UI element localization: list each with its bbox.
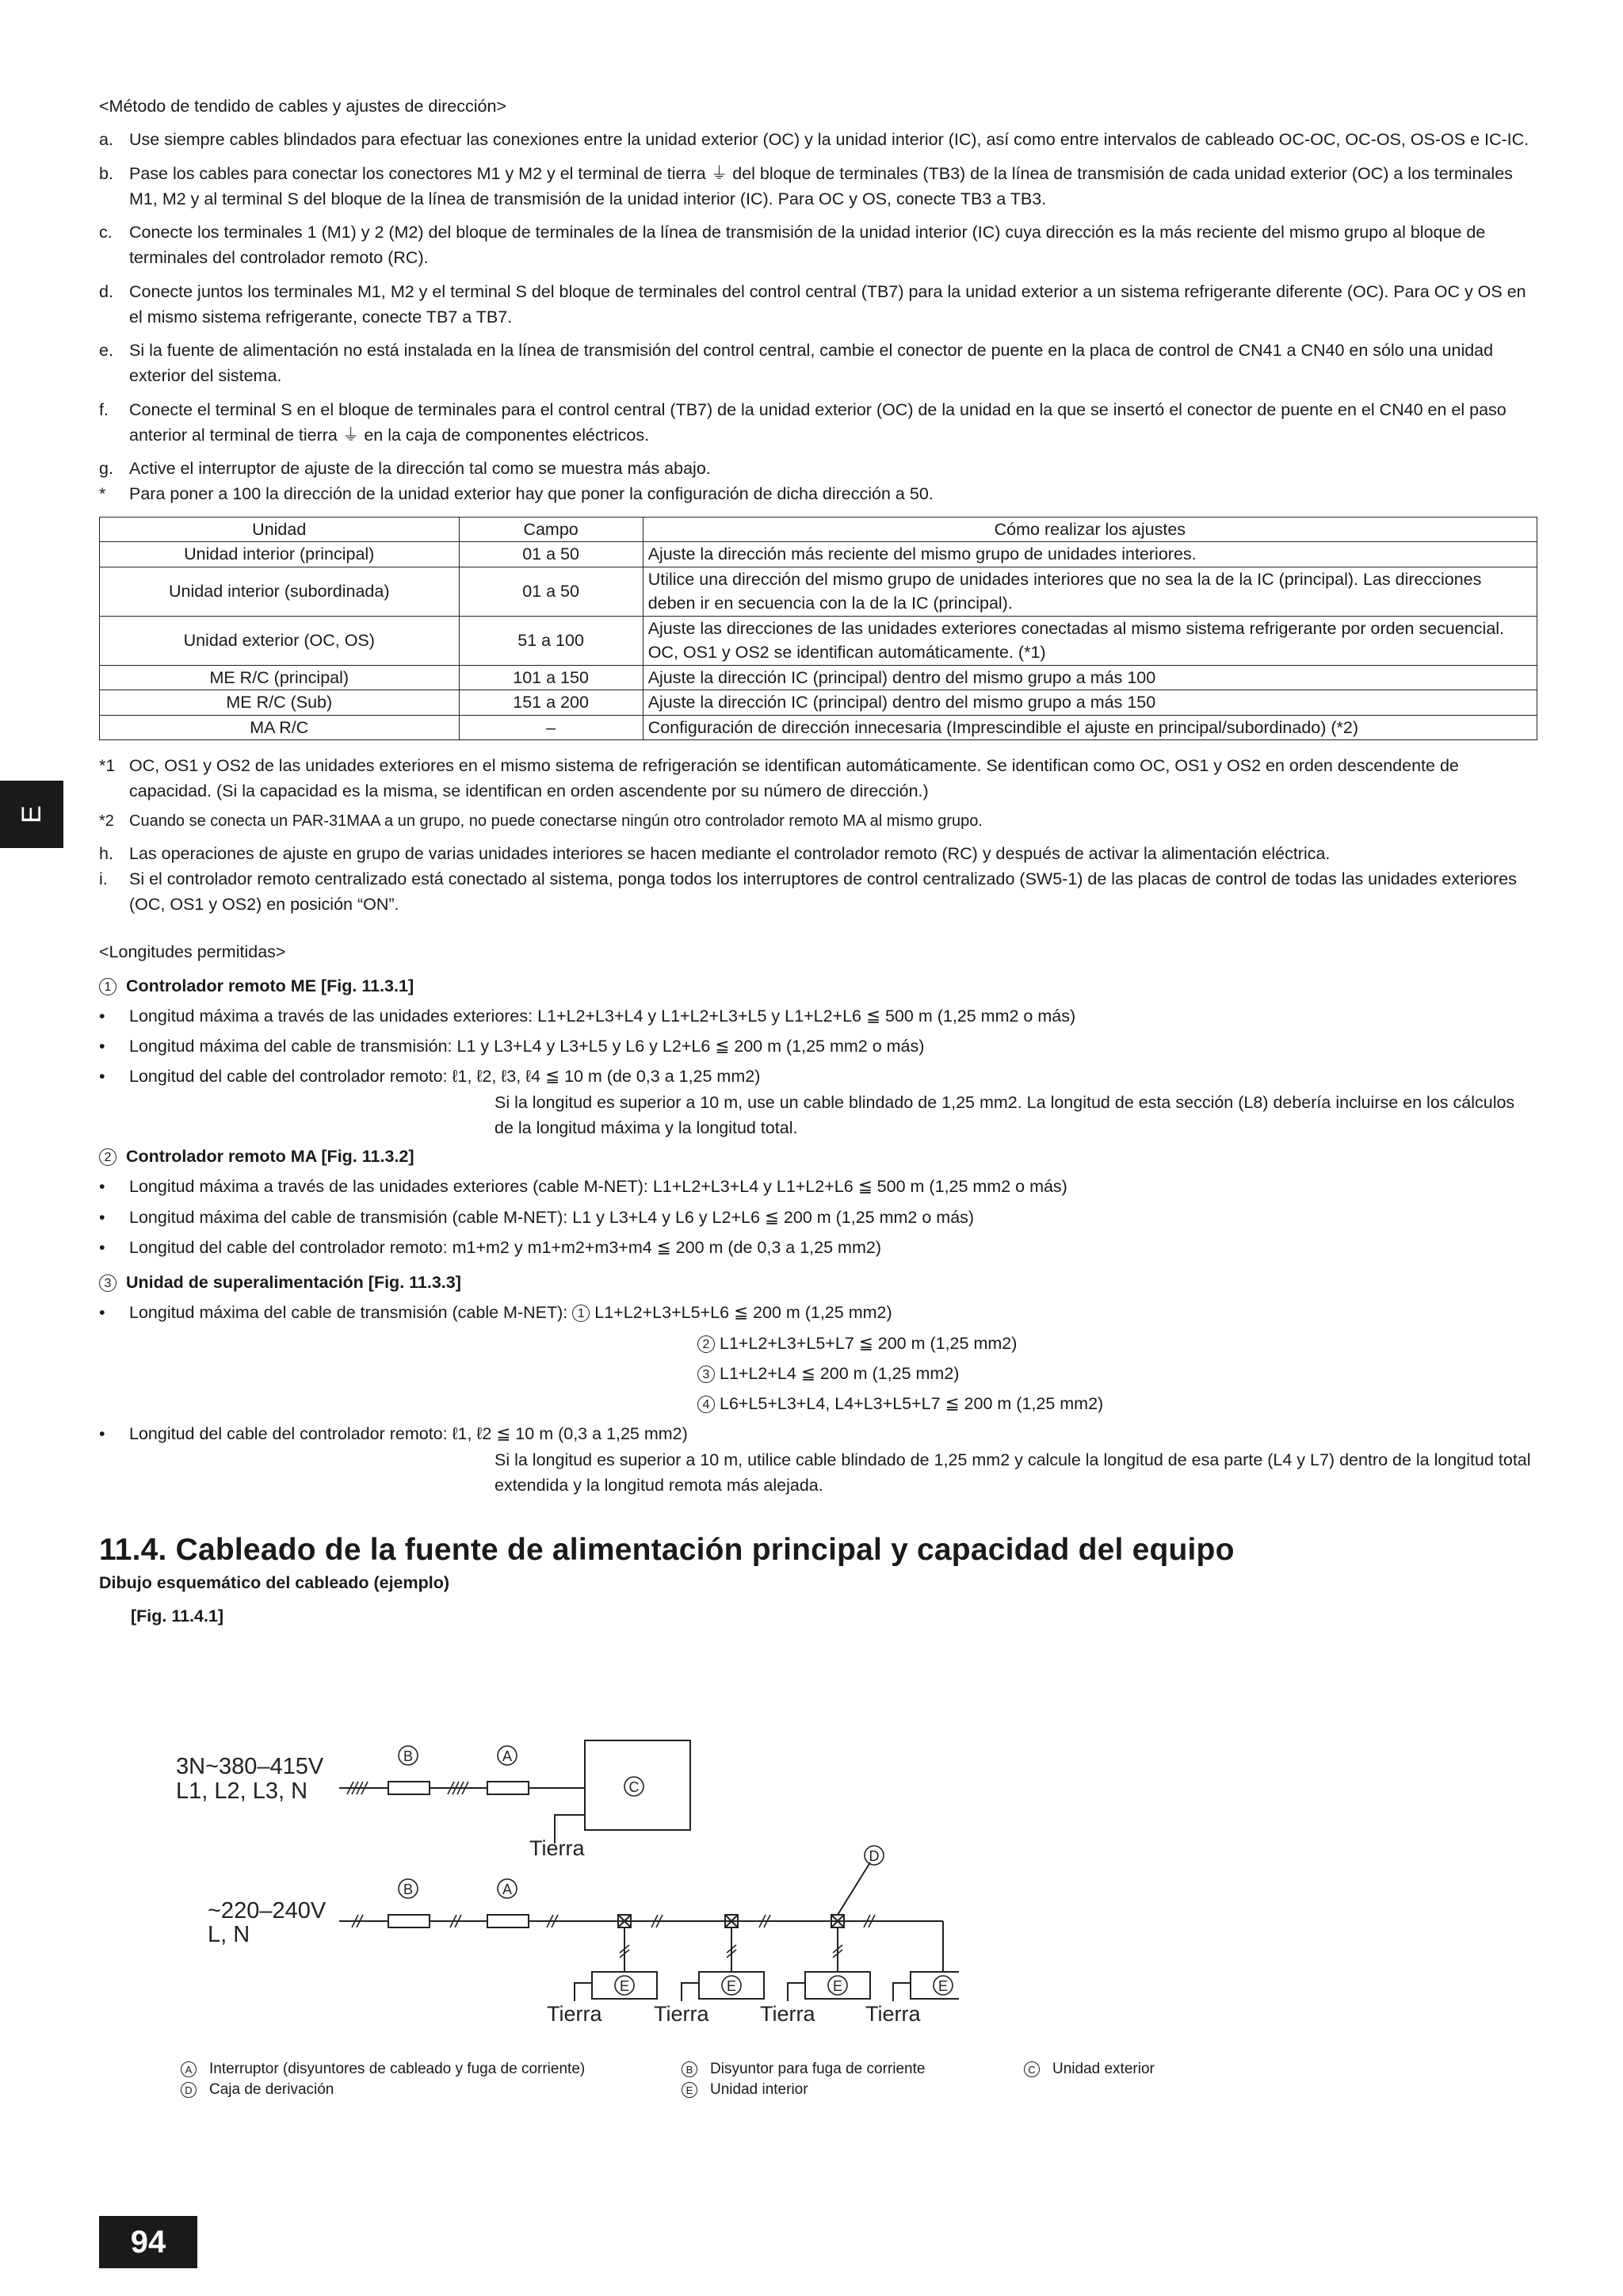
address-table <box>99 517 1537 741</box>
svg-text:C: C <box>628 1779 640 1795</box>
bullet-item: • Longitud del cable del controlador remoto: ℓ1, ℓ2 ≦ 10 m (0,3 a 1,25 mm2) <box>99 1424 688 1444</box>
bullet-note: Si la longitud es superior a 10 m, use un cable blindado de 1,25 mm2. La longitud de esta sección (L8) debería incluirse en los cálculos de la longitud máxima y la longitud total. <box>495 1092 1515 1137</box>
bullet-item: • Longitud máxima del cable de transmisión (cable M-NET): L1 y L3+L4 y L6 y L2+L6 ≦ 200 m (1,25 mm2 o más) <box>99 1207 975 1227</box>
list-item: c. Conecte los terminales 1 (M1) y 2 (M2) del bloque de terminales de la línea de transmisión de la unidad interior (IC) cuya dirección es la más reciente del mismo grupo al bloque de terminales del controlador remoto (RC). <box>99 223 1486 268</box>
table-row: ME R/C (Sub) 151 a 200 Ajuste la dirección IC (principal) dentro del mismo grupo a más 150 <box>100 690 1537 716</box>
legend-item: C Unidad exterior <box>1024 2061 1155 2078</box>
page-number: 94 <box>99 2216 197 2268</box>
list-item: h. Las operaciones de ajuste en grupo de varias unidades interiores se hacen mediante el controlador remoto (RC) y después de activar la alimentación eléctrica. <box>99 843 1331 863</box>
legend-item: D Caja de derivación <box>181 2081 682 2099</box>
table-header: Cómo realizar los ajustes <box>643 517 1537 542</box>
breaker-b-symbol <box>388 1915 430 1927</box>
switch-a-symbol <box>487 1915 529 1927</box>
page-content <box>99 94 1537 1629</box>
svg-text:E: E <box>619 1978 630 1994</box>
list-item: * Para poner a 100 la dirección de la unidad exterior hay que poner la configuración de dicha dirección a 50. <box>99 484 934 504</box>
equation-line: 4 L6+L5+L3+L4, L4+L3+L5+L7 ≦ 200 m (1,25 mm2) <box>697 1391 1537 1416</box>
ground-wire <box>555 1815 585 1830</box>
bullet-item: • Longitud del cable del controlador remoto: m1+m2 y m1+m2+m3+m4 ≦ 200 m (de 0,3 a 1,25 mm2) <box>99 1237 881 1257</box>
ground-wire <box>788 1983 805 2001</box>
intro-heading: <Método de tendido de cables y ajustes de dirección> <box>99 97 506 116</box>
supply-lines-single-phase: L, N <box>208 1922 250 1947</box>
bullet-item: • Longitud máxima del cable de transmisión: L1 y L3+L4 y L3+L5 y L6 y L2+L6 ≦ 200 m (1,25 mm2 o más) <box>99 1037 925 1056</box>
footnote: *1 OC, OS1 y OS2 de las unidades exteriores en el mismo sistema de refrigeración se identifican automáticamente. Se identifican como OC, OS1 y OS2 en orden descendente de capacidad. (Si la capacidad es la misma, se identifican en orden ascendente por su número de dirección.) <box>99 756 1459 801</box>
table-row: ME R/C (principal) 101 a 150 Ajuste la dirección IC (principal) dentro del mismo grupo a más 100 <box>100 665 1537 690</box>
svg-text:E: E <box>726 1978 737 1994</box>
list-item: g. Active el interruptor de ajuste de la dirección tal como se muestra más abajo. <box>99 459 711 478</box>
wiring-diagram <box>166 1728 959 2029</box>
ground-label: Tierra <box>760 2002 815 2026</box>
figure-label: [Fig. 11.4.1] <box>131 1606 224 1626</box>
ground-label: Tierra <box>865 2002 921 2026</box>
lengths-heading: <Longitudes permitidas> <box>99 942 286 962</box>
svg-text:E: E <box>938 1978 949 1994</box>
list-item: b. Pase los cables para conectar los conectores M1 y M2 y el terminal de tierra ⏚ del bloque de terminales (TB3) de la línea de transmisión de cada unidad exterior (OC) a los terminales M1, M2 y al terminal S del bloque de la línea de transmisión de la unidad interior (IC). Para OC y OS, conecte TB3 a TB3. <box>99 163 1513 208</box>
bullet-item: • Longitud máxima a través de las unidades exteriores: L1+L2+L3+L4 y L1+L2+L3+L5 y L1+L2+L6 ≦ 500 m (1,25 mm2 o más) <box>99 1006 1076 1026</box>
table-header-row <box>100 517 1537 542</box>
ground-wire <box>893 1983 911 2001</box>
ground-label: Tierra <box>654 2002 709 2026</box>
length-section-me: 1 Controlador remoto ME [Fig. 11.3.1] <box>99 973 1537 999</box>
svg-text:B: B <box>403 1881 414 1897</box>
length-section-ma: 2 Controlador remoto MA [Fig. 11.3.2] <box>99 1144 1537 1169</box>
circled-number: 3 <box>99 1274 116 1292</box>
leader-line <box>838 1862 870 1915</box>
bullet-item: • Longitud máxima a través de las unidades exteriores (cable M-NET): L1+L2+L3+L4 y L1+L2+L6 ≦ 500 m (1,25 mm2 o más) <box>99 1177 1067 1197</box>
supply-lines-three-phase: L1, L2, L3, N <box>176 1778 308 1804</box>
diagram-legend <box>181 2061 1449 2102</box>
legend-item: E Unidad interior <box>682 2081 808 2099</box>
table-header: Campo <box>459 517 643 542</box>
ground-label: Tierra <box>547 2002 602 2026</box>
supply-voltage-single-phase: ~220–240V <box>208 1898 327 1924</box>
ground-wire <box>575 1983 592 2001</box>
language-tab: E <box>0 781 63 848</box>
ground-label: Tierra <box>529 1836 585 1860</box>
table-row: MA R/C – Configuración de dirección innecesaria (Imprescindible el ajuste en principal/subordinado) (*2) <box>100 715 1537 740</box>
steps-list <box>99 127 1537 506</box>
equation-line: 3 L1+L2+L4 ≦ 200 m (1,25 mm2) <box>697 1361 1537 1386</box>
list-item: e. Si la fuente de alimentación no está instalada en la línea de transmisión del control central, cambie el conector de puente en la placa de control de CN41 a CN40 en sólo una unidad exterior del sistema. <box>99 341 1494 386</box>
bullet-note: Si la longitud es superior a 10 m, utilice cable blindado de 1,25 mm2 y calcule la longitud de esa parte (L4 y L7) dentro de la longitud total extendida y la longitud remota más alejada. <box>495 1450 1531 1495</box>
list-item: f. Conecte el terminal S en el bloque de terminales para el control central (TB7) de la unidad exterior (OC) de la unidad en la que se insertó el conector de puente en el CN40 en el paso anterior al terminal de tierra ⏚ en la caja de componentes eléctricos. <box>99 399 1507 445</box>
list-item: a. Use siempre cables blindados para efectuar las conexiones entre la unidad exterior (OC) y la unidad interior (IC), así como entre intervalos de cableado OC-OC, OC-OS, OS-OS e IC-IC. <box>99 130 1529 150</box>
legend-item: B Disyuntor para fuga de corriente <box>682 2061 1024 2078</box>
svg-text:D: D <box>869 1848 880 1864</box>
table-row: Unidad interior (principal) 01 a 50 Ajuste la dirección más reciente del mismo grupo de unidades interiores. <box>100 542 1537 567</box>
section-subheading: Dibujo esquemático del cableado (ejemplo) <box>99 1572 450 1592</box>
legend-item: A Interruptor (disyuntores de cableado y fuga de corriente) <box>181 2061 682 2078</box>
bullet-item: • Longitud máxima del cable de transmisión (cable M-NET): 1 L1+L2+L3+L5+L6 ≦ 200 m (1,25 mm2) <box>99 1303 892 1323</box>
svg-text:B: B <box>403 1748 414 1764</box>
table-header: Unidad <box>100 517 460 542</box>
indoor-unit-box <box>911 1972 959 1999</box>
list-item: d. Conecte juntos los terminales M1, M2 y el terminal S del bloque de terminales del control central (TB7) para la unidad exterior a un sistema refrigerante diferente (OC). Para OC y OS en el mismo sistema refrigerante, conecte TB7 a TB7. <box>99 281 1526 327</box>
footnote: *2 Cuando se conecta un PAR-31MAA a un grupo, no puede conectarse ningún otro controlador remoto MA al mismo grupo. <box>99 812 983 830</box>
table-row: Unidad interior (subordinada) 01 a 50 Utilice una dirección del mismo grupo de unidades interiores que no sea la de la IC (principal). Las direcciones deben ir en secuencia con la de la IC (principal). <box>100 567 1537 616</box>
supply-voltage-three-phase: 3N~380–415V <box>176 1754 324 1779</box>
section-heading: 11.4. Cableado de la fuente de alimentación principal y capacidad del equipo <box>99 1533 1235 1568</box>
breaker-b-symbol <box>388 1782 430 1794</box>
table-row: Unidad exterior (OC, OS) 51 a 100 Ajuste las direcciones de las unidades exteriores conectadas al mismo sistema refrigerante por orden secuencial. OC, OS1 y OS2 se identifican automáticamente. (*1) <box>100 616 1537 665</box>
equation-line: 2 L1+L2+L3+L5+L7 ≦ 200 m (1,25 mm2) <box>697 1331 1537 1356</box>
circled-number: 1 <box>99 978 116 995</box>
circled-number: 2 <box>99 1148 116 1166</box>
ground-wire <box>682 1983 699 2001</box>
svg-text:A: A <box>502 1748 513 1764</box>
svg-text:A: A <box>502 1881 513 1897</box>
svg-text:E: E <box>832 1978 843 1994</box>
bullet-item: • Longitud del cable del controlador remoto: ℓ1, ℓ2, ℓ3, ℓ4 ≦ 10 m (de 0,3 a 1,25 mm2) <box>99 1067 761 1087</box>
switch-a-symbol <box>487 1782 529 1794</box>
length-section-booster: 3 Unidad de superalimentación [Fig. 11.3.3] <box>99 1270 1537 1295</box>
list-item: i. Si el controlador remoto centralizado está conectado al sistema, ponga todos los interruptores de control centralizado (SW5-1) de las placas de control de todas las unidades exteriores (OC, OS1 y OS2) en posición “ON”. <box>99 869 1517 915</box>
